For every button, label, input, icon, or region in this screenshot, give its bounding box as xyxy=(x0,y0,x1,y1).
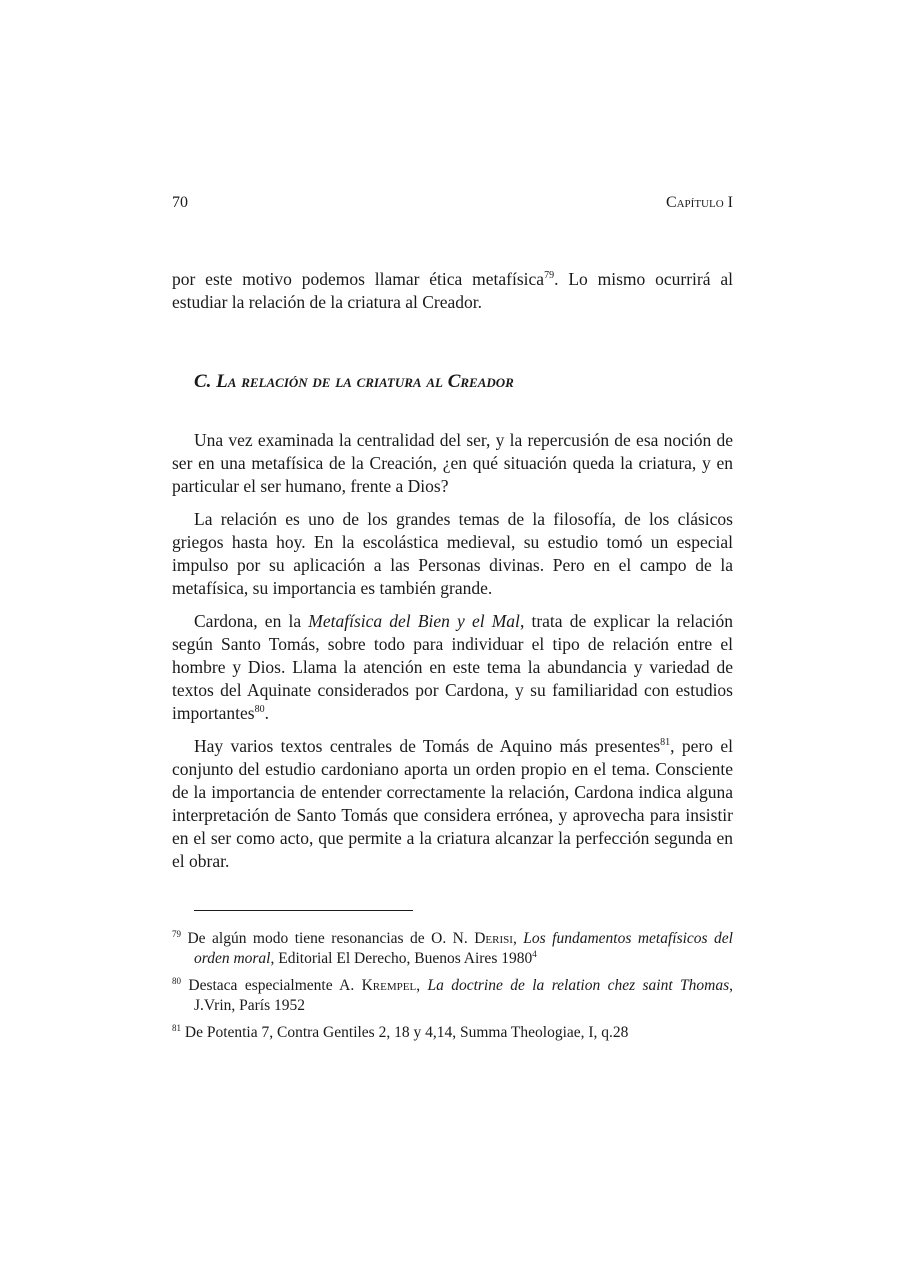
footnote-81: $^{81}$ De Potentia 7, Contra Gentiles 2, 18 y 4,14, Summa Theologiae, I, q.28 xyxy=(172,1023,629,1041)
footnote-ref-79[interactable]: 79 xyxy=(544,270,555,281)
paragraph-4: Hay varios textos centrales de Tomás de Aquino más presentes$^{81}$, pero el conjunto del estudio cardoniano aporta un orden propio en el tema. Consciente de la importancia de entender correctamente la relación, Cardona indica alguna interpretación de Santo Tomás que considera errónea, y aprovecha para insistir en el ser como acto, que permite a la criatura alcanzar la perfección segunda en el obrar. xyxy=(172,736,733,871)
continuation-paragraph: por este motivo podemos llamar ética metafísica$^{79}$. Lo mismo ocurrirá al estudiar la relación de la criatura al Creador. xyxy=(172,269,733,312)
cited-title: Los fundamentos metafísicos del orden moral xyxy=(194,930,733,967)
chapter-title: Capítulo I xyxy=(665,194,733,211)
footnote-80: $^{80}$ Destaca especialmente A. Krempel, La doctrine de la relation chez saint Thomas, J.Vrin, París 1952 xyxy=(172,976,734,1014)
author-name: Krempel xyxy=(361,977,417,994)
footnote-number: 80 xyxy=(172,976,181,986)
book-title: Metafísica del Bien y el Mal xyxy=(308,611,520,631)
main-text xyxy=(172,268,733,883)
footnote-number: 81 xyxy=(172,1023,181,1033)
footnote-number: 79 xyxy=(172,929,181,939)
footnote-ref-80[interactable]: 80 xyxy=(254,704,265,715)
footnote-ref-81[interactable]: 81 xyxy=(660,737,671,748)
author-name: Derisi xyxy=(474,930,513,947)
footnotes xyxy=(172,929,733,1050)
paragraph-1: Una vez examinada la centralidad del ser, y la repercusión de esa noción de ser en una metafísica de la Creación, ¿en qué situación queda la criatura, y en particular el ser humano, frente a Dios? xyxy=(172,430,733,496)
footnote-79: $^{79}$ De algún modo tiene resonancias de O. N. Derisi, Los fundamentos metafísicos del orden moral, Editorial El Derecho, Buenos Aires 1980$^4$ xyxy=(172,929,733,967)
page-number: 70 xyxy=(172,194,188,211)
cited-title: La doctrine de la relation chez saint Thomas xyxy=(427,977,730,994)
paragraph-2: La relación es uno de los grandes temas de la filosofía, de los clásicos griegos hasta hoy. En la escolástica medieval, su estudio tomó un especial impulso por su aplicación a las Personas divinas. Pero en el campo de la metafísica, su importancia es también grande. xyxy=(172,509,733,598)
footnote-separator xyxy=(194,910,413,911)
paragraph-3: Cardona, en la Metafísica del Bien y el Mal, trata de explicar la relación según Santo Tomás, sobre todo para individuar el tipo de relación entre el hombre y Dios. Llama la atención en este tema la abundancia y variedad de textos del Aquinate considerados por Cardona, y su familiaridad con estudios importantes$^{80}$. xyxy=(172,611,734,723)
edition-number: 4 xyxy=(532,949,537,959)
section-heading: C. La relación de la criatura al Creador xyxy=(194,371,514,392)
